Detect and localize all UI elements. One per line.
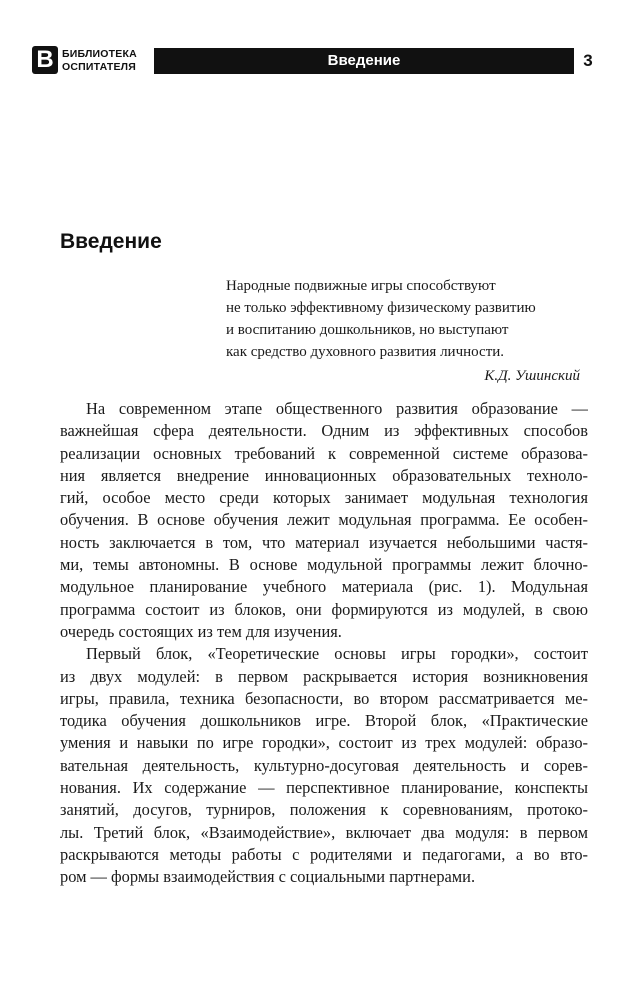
chapter-title-bar: Введение [154, 48, 574, 74]
text-line: занятий, досугов, турниров, положения к соревнованиям, протоко- [60, 800, 588, 820]
text-line: из двух модулей: в первом раскрывается история возникновения [60, 666, 588, 686]
epigraph-line: не только эффективному физическому развитию [226, 300, 536, 316]
text-line: очередь состоящих из тем для изучения. [60, 621, 342, 641]
epigraph [226, 275, 586, 387]
text-line: нования. Их содержание — перспективное планирование, конспекты [60, 778, 588, 798]
section-title: Введение [60, 230, 162, 253]
text-line: умения и навыки по игре городки», состоит из трех модулей: образо- [60, 733, 588, 753]
running-header [32, 44, 598, 80]
text-line: модульное планирование учебного материала (рис. 1). Модульная [60, 577, 588, 597]
text-line: важнейшая сфера деятельности. Одним из эффективных способов [60, 421, 588, 441]
paragraph-2 [60, 643, 588, 888]
logo-letter-icon: В [32, 46, 58, 74]
text-line: Первый блок, «Теоретические основы игры городки», состоит [86, 644, 588, 664]
text-line: тодика обучения дошкольников игре. Второй блок, «Практические [60, 711, 588, 731]
logo-line-2: ОСПИТАТЕЛЯ [62, 61, 136, 73]
series-logo [32, 46, 148, 76]
text-line: ность заключается в том, что материал изучается небольшими частя- [60, 532, 588, 552]
text-line: вательная деятельность, культурно-досуговая деятельность и сорев- [60, 755, 588, 775]
text-line: гий, особое место среди которых занимает модульная технология [60, 488, 588, 508]
epigraph-line: как средство духовного развития личности. [226, 344, 505, 360]
text-line: раскрываются методы работы с родителями и педагогами, а во вто- [60, 844, 588, 864]
epigraph-line: Народные подвижные игры способствуют [226, 278, 496, 294]
epigraph-line: и воспитанию дошкольников, но выступают [226, 322, 509, 338]
page-number: 3 [583, 51, 593, 70]
text-line: ми, темы автономны. В основе модульной программы лежит блочно- [60, 555, 588, 575]
text-line: программа состоит из блоков, они формируются из модулей, в свою [60, 599, 588, 619]
text-line: лы. Третий блок, «Взаимодействие», включает два модуля: в первом [60, 822, 588, 842]
text-line: ния является внедрение инновационных образовательных техноло- [60, 465, 588, 485]
text-line: На современном этапе общественного развития образование — [86, 399, 588, 418]
text-line: ром — формы взаимодействия с социальными партнерами. [60, 867, 476, 887]
text-line: реализации основных требований к современной системе образова- [60, 443, 588, 463]
body-text [60, 398, 588, 889]
text-line: игры, правила, техника безопасности, во втором рассматривается ме- [60, 688, 588, 708]
text-line: обучения. В основе обучения лежит модульная программа. Ее особен- [60, 510, 588, 530]
logo-line-1: БИБЛИОТЕКА [62, 48, 137, 60]
paragraph-1 [60, 398, 588, 643]
epigraph-author: К.Д. Ушинский [484, 368, 580, 384]
